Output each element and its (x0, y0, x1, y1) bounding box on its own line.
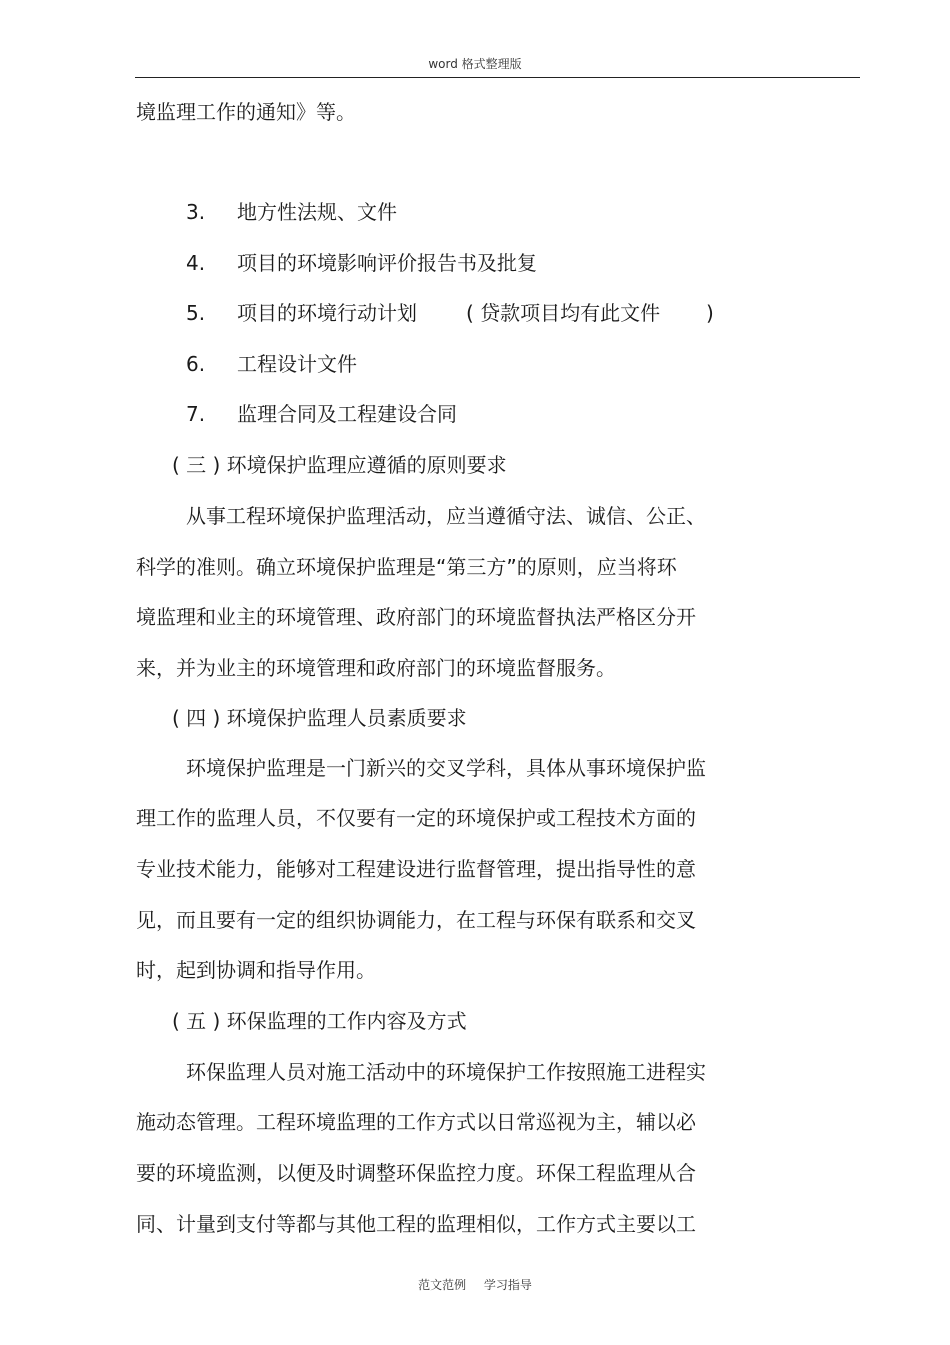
list-item-text: 项目的环境行动计划 (237, 301, 417, 325)
section-heading: ( 四 ) 环境保护监理人员素质要求 (172, 706, 467, 730)
list-item-text: 监理合同及工程建设合同 (237, 402, 457, 426)
paragraph-line: 理工作的监理人员，不仅要有一定的环境保护或工程技术方面的 (136, 806, 696, 830)
paragraph-line: 专业技术能力，能够对工程建设进行监督管理，提出指导性的意 (136, 857, 696, 881)
list-item-number: 4. (186, 251, 206, 275)
continuation-line: 境监理工作的通知》等。 (136, 100, 356, 124)
list-item-number: 5. (186, 301, 206, 325)
page-header-title: word 格式整理版 (428, 57, 522, 71)
paragraph-line: 环境保护监理是一门新兴的交叉学科，具体从事环境保护监 (186, 756, 706, 780)
header-divider (135, 77, 860, 78)
list-item-note-close: ) (706, 301, 714, 325)
paragraph-line: 来，并为业主的环境管理和政府部门的环境监督服务。 (136, 656, 616, 680)
list-item-text: 项目的环境影响评价报告书及批复 (237, 251, 537, 275)
list-item-text: 地方性法规、文件 (237, 200, 397, 224)
paragraph-line: 要的环境监测，以便及时调整环保监控力度。环保工程监理从合 (136, 1161, 696, 1185)
paragraph-line: 施动态管理。工程环境监理的工作方式以日常巡视为主，辅以必 (136, 1110, 696, 1134)
list-item-note: ( 贷款项目均有此文件 (466, 301, 661, 325)
section-heading: ( 三 ) 环境保护监理应遵循的原则要求 (172, 453, 507, 477)
paragraph-line: 时，起到协调和指导作用。 (136, 958, 376, 982)
list-item-number: 6. (186, 352, 206, 376)
paragraph-line: 境监理和业主的环境管理、政府部门的环境监督执法严格区分开 (136, 605, 696, 629)
page-footer: 范文范例 学习指导 (418, 1278, 532, 1292)
paragraph-line: 环保监理人员对施工活动中的环境保护工作按照施工进程实 (186, 1060, 706, 1084)
paragraph-line: 科学的准则。确立环境保护监理是“第三方”的原则，应当将环 (136, 555, 677, 579)
paragraph-line: 同、计量到支付等都与其他工程的监理相似，工作方式主要以工 (136, 1212, 696, 1236)
list-item-text: 工程设计文件 (237, 352, 357, 376)
list-item-number: 7. (186, 402, 206, 426)
section-heading: ( 五 ) 环保监理的工作内容及方式 (172, 1009, 467, 1033)
paragraph-line: 从事工程环境保护监理活动，应当遵循守法、诚信、公正、 (186, 504, 706, 528)
paragraph-line: 见，而且要有一定的组织协调能力，在工程与环保有联系和交叉 (136, 908, 696, 932)
list-item-number: 3. (186, 200, 206, 224)
